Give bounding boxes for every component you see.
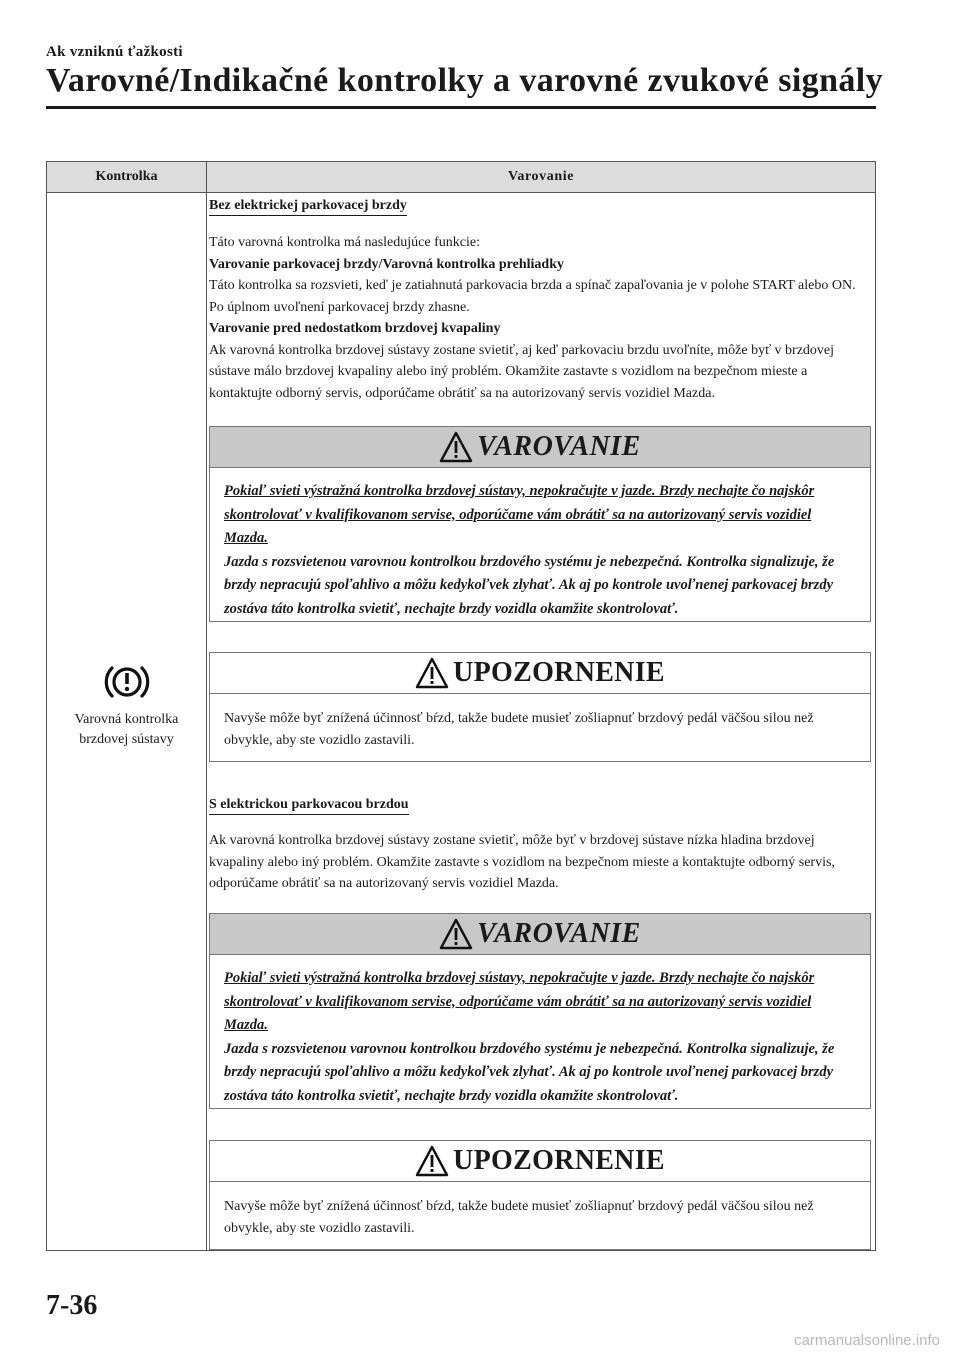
caution-header [210,1141,870,1182]
section1-heading: Bez elektrickej parkovacej brzdy [209,198,407,216]
warning-title: VAROVANIE [477,431,641,462]
section2-description: Ak varovná kontrolka brzdovej sústavy zostane svietiť, môže byť v brzdovej sústave nízka hladina brzdovej kvapaliny alebo iný problém. Okamžite zastavte s vozidlom na bezpečnom mieste a kontaktujte odborný servis, odporúčame obrátiť sa na autorizovaný servis vozidiel Mazda. [209,833,835,891]
section2-heading: S elektrickou parkovacou brzdou [209,797,409,815]
caution-body: Navyše môže byť znížená účinnosť bŕzd, takže budete musieť zošliapnuť brzdový pedál väčšou silou než obvykle, aby ste vozidlo zastavili. [224,1199,814,1236]
section2-warning-box [209,913,871,1109]
brake-warning-icon [100,662,154,702]
section2-caution-box [209,1140,871,1250]
caution-header [210,653,870,694]
section1-description: Táto varovná kontrolka má nasledujúce funkcie: Varovanie parkovacej brzdy/Varovná kontrolka prehliadky Táto kontrolka sa rozsvieti, keď je zatiahnutá parkovacia brzda a spínač zapaľovania je v polohe START alebo ON. Po úplnom uvoľnení parkovacej brzdy zhasne. Varovanie pred nedostatkom brzdovej kvapaliny Ak varovná kontrolka brzdovej sústavy zostane svietiť, aj keď parkovaciu brzdu uvoľníte, môže byť v brzdovej sústave málo brzdovej kvapaliny alebo iný problém. Okamžite zastavte s vozidlom na bezpečnom mieste a kontaktujte odborný servis, odporúčame obrátiť sa na autorizovaný servis vozidiel Mazda. [209,235,856,401]
column-header-indicator: Kontrolka [95,169,158,184]
table-header [47,162,875,193]
watermark: carmanualsonline.info [794,1332,940,1349]
caution-title: UPOZORNENIE [453,657,665,688]
warning-table [46,161,876,1251]
page-number: 7-36 [46,1290,98,1321]
indicator-cell [47,662,206,750]
column-header-warning: Varovanie [507,169,575,184]
caution-title: UPOZORNENIE [453,1145,665,1176]
warning-body: Pokiaľ svieti výstražná kontrolka brzdovej sústavy, nepokračujte v jazde. Brzdy nechajte čo najskôr skontrolovať v kvalifikovanom servise, odporúčame vám obrátiť sa na autorizovaný servis vozidiel Mazda. Jazda s rozsvietenou varovnou kontrolkou brzdového systému je nebezpečná. Kontrolka signalizuje, že brzdy nepracujú spoľahlivo a môžu kedykoľvek zlyhať. Ak aj po kontrole uvoľnenej parkovacej brzdy zostáva táto kontrolka svietiť, nechajte brzdy vozidla okamžite skontrolovať. [224,483,835,617]
warning-body: Pokiaľ svieti výstražná kontrolka brzdovej sústavy, nepokračujte v jazde. Brzdy nechajte čo najskôr skontrolovať v kvalifikovanom servise, odporúčame vám obrátiť sa na autorizovaný servis vozidiel Mazda. Jazda s rozsvietenou varovnou kontrolkou brzdového systému je nebezpečná. Kontrolka signalizuje, že brzdy nepracujú spoľahlivo a môžu kedykoľvek zlyhať. Ak aj po kontrole uvoľnenej parkovacej brzdy zostáva táto kontrolka svietiť, nechajte brzdy vozidla okamžite skontrolovať. [224,970,835,1104]
warning-header [210,914,870,955]
caution-triangle-icon [415,1145,449,1177]
section1-warning-box [209,426,871,622]
title-rule [46,106,876,109]
warning-triangle-icon [439,431,473,463]
column-divider [206,162,207,1250]
warning-header [210,427,870,468]
section-label: Ak vzniknú ťažkosti [46,44,183,60]
warning-triangle-icon [439,918,473,950]
page-title: Varovné/Indikačné kontrolky a varovné zvukové signály [46,62,884,99]
caution-body: Navyše môže byť znížená účinnosť bŕzd, takže budete musieť zošliapnuť brzdový pedál väčšou silou než obvykle, aby ste vozidlo zastavili. [224,711,814,748]
section1-caution-box [209,652,871,762]
warning-title: VAROVANIE [477,918,641,949]
indicator-caption: Varovná kontrolka brzdovej sústavy [74,712,179,747]
caution-triangle-icon [415,657,449,689]
